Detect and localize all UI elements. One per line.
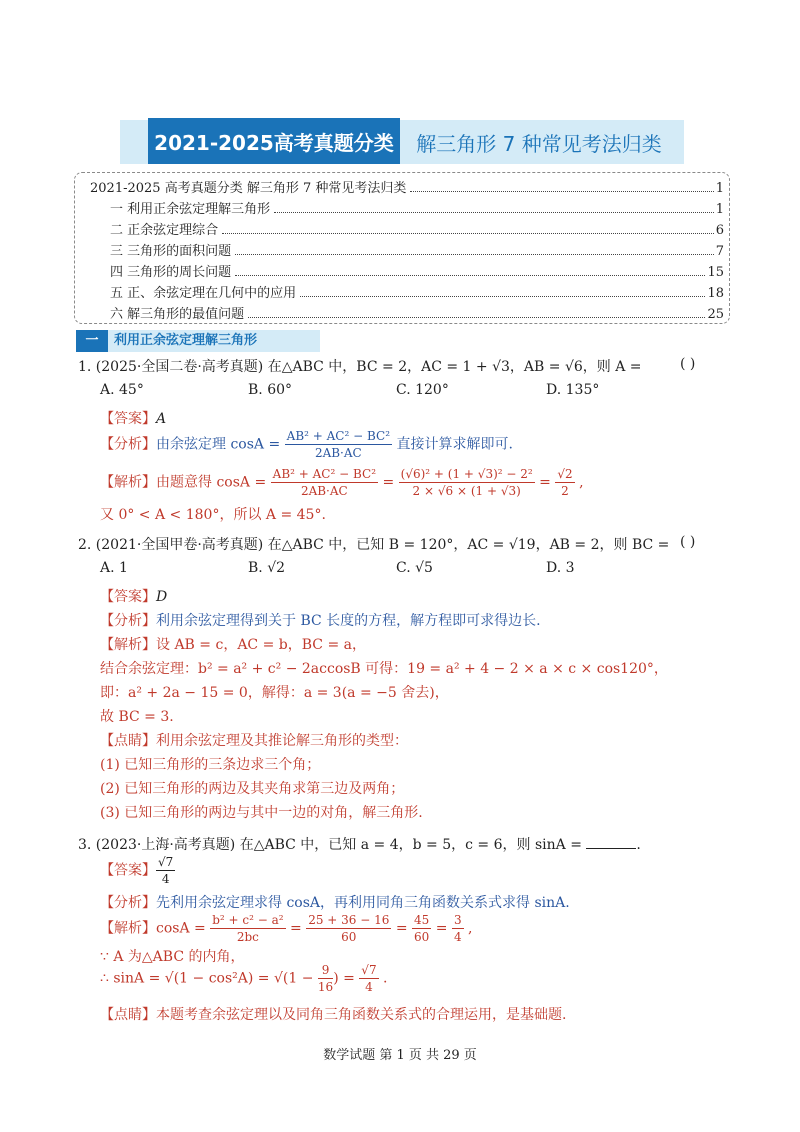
analysis-line: 【分析】由余弦定理 cosA = $\frac{\text{AB² + AC² − BC²}}{2AB\cdot AC}$ 直接计算求解即可. bbox=[100, 429, 513, 460]
answer-line: 【答案】 $\frac{√7}{4}$ bbox=[100, 855, 174, 886]
solution-line: ∴ sinA = √(1 − cos²A) = √(1 − $\frac{9}{16}$ ) = $\frac{√7}{4}$ . bbox=[100, 963, 388, 994]
answer-line: 【答案】A bbox=[100, 411, 167, 427]
option-a: A. 45° bbox=[100, 382, 144, 398]
toc-entry[interactable]: 六 解三角形的最值问题 25 bbox=[110, 307, 724, 322]
option-d: D. 3 bbox=[546, 560, 575, 576]
answer-bracket: ( ) bbox=[680, 356, 696, 372]
toc-entry[interactable]: 三 三角形的面积问题 7 bbox=[110, 244, 724, 259]
conclusion-line: 又 0° < A < 180°，所以 A = 45°. bbox=[100, 507, 326, 523]
solution-line: 【解析】设 AB = c，AC = b，BC = a， bbox=[100, 637, 366, 653]
toc-entry[interactable]: 2021-2025 高考真题分类 解三角形 7 种常见考法归类 1 bbox=[90, 181, 724, 196]
option-c: C. √5 bbox=[396, 560, 433, 576]
section-title: 利用正余弦定理解三角形 bbox=[114, 333, 258, 348]
remark-line: 【点睛】利用余弦定理及其推论解三角形的类型： bbox=[100, 733, 408, 749]
answer-bracket: ( ) bbox=[680, 534, 696, 550]
option-b: B. 60° bbox=[248, 382, 293, 398]
question-1-stem: 1. (2025·全国二卷·高考真题) 在△ABC 中，BC = 2，AC = 1 + √3，AB = √6，则 A = bbox=[78, 359, 642, 375]
section-number: 一 bbox=[76, 330, 108, 352]
question-2-stem: 2. (2021·全国甲卷·高考真题) 在△ABC 中，已知 B = 120°，AC = √19，AB = 2，则 BC = bbox=[78, 537, 670, 553]
toc-entry[interactable]: 四 三角形的周长问题 15 bbox=[110, 265, 724, 280]
title-banner-left: 2021-2025高考真题分类 bbox=[148, 118, 400, 164]
option-a: A. 1 bbox=[100, 560, 128, 576]
solution-line: 结合余弦定理：b² = a² + c² − 2accosB 可得：19 = a² + 4 − 2 × a × c × cos120°， bbox=[100, 661, 668, 677]
solution-line: 【解析】cosA = $\frac{\text{b² + c² − a²}}{2bc}$ = $\frac{25 + 36 - 16}{60}$ = $\frac{45}{60}$ = $\frac{3}{4}$ , bbox=[100, 913, 473, 944]
toc-entry[interactable]: 五 正、余弦定理在几何中的应用 18 bbox=[110, 286, 724, 301]
toc-entry[interactable]: 二 正余弦定理综合 6 bbox=[110, 223, 724, 238]
remark-line: 【点睛】本题考查余弦定理以及同角三角函数关系式的合理运用，是基础题. bbox=[100, 1007, 567, 1023]
remark-line: (2) 已知三角形的两边及其夹角求第三边及两角； bbox=[100, 781, 405, 797]
solution-line: ∵ A 为△ABC 的内角， bbox=[100, 949, 245, 965]
analysis-line: 【分析】利用余弦定理得到关于 BC 长度的方程，解方程即可求得边长. bbox=[100, 613, 541, 629]
answer-line: 【答案】D bbox=[100, 589, 168, 605]
solution-line: 【解析】由题意得 cosA = $\frac{\text{AB² + AC² − BC²}}{2AB\cdot AC}$ = $\frac{\text{(√6)² + (1 + √3)² − 2²}}{2 \times √6 \times (1 + √3)}$ = $\frac{√2}{2}$ , bbox=[100, 467, 584, 498]
analysis-line: 【分析】先利用余弦定理求得 cosA，再利用同角三角函数关系式求得 sinA. bbox=[100, 895, 570, 911]
solution-line: 即：a² + 2a − 15 = 0，解得：a = 3(a = −5 舍去)， bbox=[100, 685, 449, 701]
toc-entry[interactable]: 一 利用正余弦定理解三角形 1 bbox=[110, 202, 724, 217]
remark-line: (1) 已知三角形的三条边求三个角； bbox=[100, 757, 321, 773]
option-d: D. 135° bbox=[546, 382, 600, 398]
question-3-stem: 3. (2023·上海·高考真题) 在△ABC 中，已知 a = 4，b = 5，c = 6，则 sinA = . bbox=[78, 837, 641, 853]
option-b: B. √2 bbox=[248, 560, 286, 576]
solution-line: 故 BC = 3. bbox=[100, 709, 174, 725]
page-footer: 数学试题 第 1 页 共 29 页 bbox=[323, 1048, 477, 1063]
title-banner-right: 解三角形 7 种常见考法归类 bbox=[416, 131, 662, 156]
remark-line: (3) 已知三角形的两边与其中一边的对角，解三角形. bbox=[100, 805, 423, 821]
option-c: C. 120° bbox=[396, 382, 449, 398]
